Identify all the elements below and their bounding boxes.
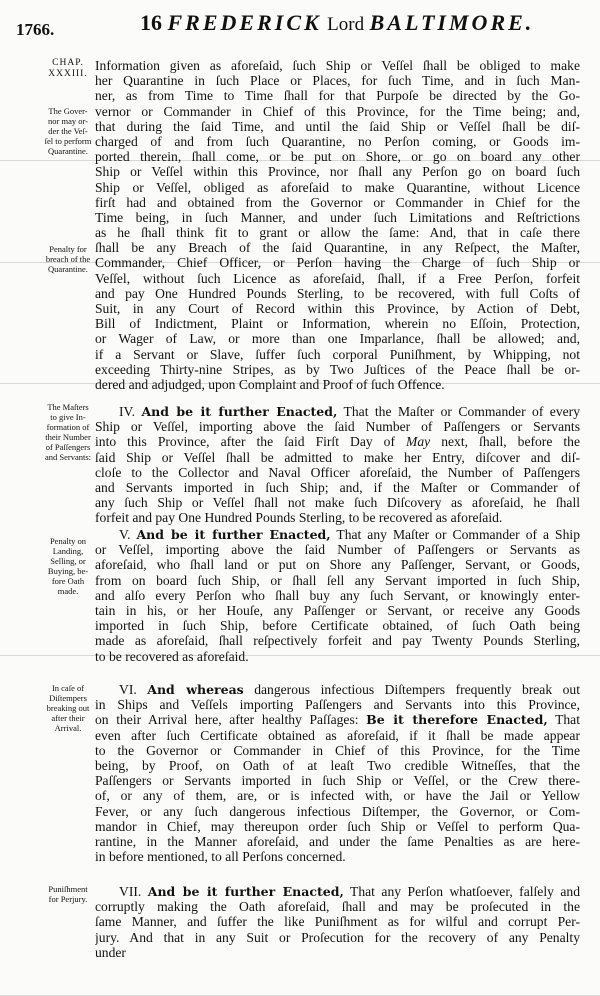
- text-line: [95, 134, 580, 149]
- paragraph-section-vi: [95, 682, 580, 864]
- margin-note-line: after their: [51, 713, 85, 723]
- text-segment: Commander, Chief Officer, or Perſon having the Charge of ſuch Ship or: [95, 255, 580, 271]
- text-segment: imported in ſuch Ship, before Certificate obtained, of ſuch Oath being: [95, 618, 580, 634]
- margin-note-penalty-landing: [40, 536, 96, 596]
- title-lord: Lord: [327, 14, 365, 35]
- text-line: [95, 495, 580, 510]
- text-segment: tain in his, or her Houſe, any Paſſenger or Servant, or receive any Goods: [95, 602, 580, 618]
- text-line: [95, 88, 580, 103]
- text-line: [95, 773, 580, 788]
- text-segment: jury. And that in any Suit or Proſecution for the recovery of any Penalty: [95, 929, 580, 945]
- text-segment: forfeit and pay One Hundred Pounds Sterling, to be recovered as aforeſaid.: [95, 510, 503, 526]
- text-line: [95, 255, 580, 270]
- paragraph-section-iv: [95, 404, 580, 526]
- margin-note-line: fore Oath: [51, 576, 85, 586]
- text-segment: charged of and from ſuch Quarantine, no Perſon coming, or Goods im-: [95, 133, 580, 149]
- text-segment: under: [95, 944, 126, 960]
- text-line: [95, 465, 580, 480]
- text-segment: or Veſſel, importing above the ſaid Number of Paſſengers or Servants as: [95, 542, 580, 558]
- text-segment: to the Governor or Commander in Chief of this Province, for the Time: [95, 742, 580, 758]
- margin-note-line: their Number: [45, 432, 91, 442]
- paragraph-section-v: [95, 527, 580, 664]
- text-line: [95, 819, 580, 834]
- margin-note-distempers: [40, 683, 96, 733]
- blackletter-phrase: And be it further Enacted,: [147, 884, 344, 899]
- margin-note-line: Penalty for: [49, 244, 87, 254]
- margin-note-line: breaking out: [46, 703, 90, 713]
- title-place: BALTIMORE.: [369, 10, 535, 35]
- text-segment: ner, as from Time to Time ſhall for that Purpoſe be directed by the Go-: [95, 88, 580, 104]
- text-line: [95, 930, 580, 945]
- text-segment: IV.: [119, 404, 142, 419]
- text-line: [95, 573, 580, 588]
- text-segment: that during the ſaid Time, and until the ſaid Ship or Veſſel ſhall be diſ-: [95, 118, 580, 134]
- text-segment: in Ships and Veſſels importing Paſſengers and Servants into this Province,: [95, 697, 580, 713]
- margin-note-line: Diſtempers: [49, 693, 87, 703]
- text-segment: and alſo every Perſon who ſhall buy any ſuch Servant, or knowingly enter-: [95, 587, 580, 603]
- text-line: [95, 480, 580, 495]
- margin-note-line: Landing,: [52, 546, 84, 556]
- text-line: [95, 788, 580, 803]
- text-line: [95, 104, 580, 119]
- text-segment: or Wager of Law, or more than one Imparlance, ſhall be allowed; and,: [95, 331, 580, 347]
- text-segment: Time being, in ſuch Manner, and under ſuch Limitations and Reſtrictions: [95, 209, 580, 225]
- text-line: [95, 271, 580, 286]
- margin-note-line: made.: [57, 586, 79, 596]
- text-line: [95, 331, 580, 346]
- margin-note-line: Selling, or: [50, 556, 86, 566]
- text-segment: Paſſengers or Servants imported in ſuch Ship or Veſſel, or the Crew there-: [95, 773, 580, 789]
- text-line: [95, 286, 580, 301]
- margin-note-line: of Paſſengers: [45, 442, 91, 452]
- margin-note-perjury: [40, 884, 96, 904]
- margin-note-line: der the Veſ-: [48, 126, 88, 136]
- text-segment: being, by Proof, on Oath of at leaſt Two credible Witneſſes, that the: [95, 757, 580, 773]
- text-line: [95, 834, 580, 849]
- text-line: [95, 362, 580, 377]
- margin-note-chap: [40, 58, 96, 80]
- paragraph-section-vii: [95, 884, 580, 960]
- text-line: [95, 210, 580, 225]
- text-line: [95, 899, 580, 914]
- text-segment: Bill of Indictment, Plaint or Information, wherein no Eſſoin, Protection,: [95, 316, 580, 332]
- text-line: [95, 743, 580, 758]
- text-segment: her Quarantine in ſuch Place or Places, for ſuch Time, and in ſuch Man-: [95, 73, 580, 89]
- text-segment: That any Perſon whatſoever, falſely and: [343, 884, 580, 899]
- blackletter-phrase: Be it therefore Enacted,: [366, 712, 548, 728]
- text-segment: ſame Manner, and ſuffer the like Puniſhment as for wilful and corrupt Per-: [95, 914, 580, 930]
- text-line: [95, 712, 580, 727]
- text-line: [95, 510, 580, 525]
- text-segment: and Servants imported in ſuch Ship; and, if the Maſter or Commander of: [95, 479, 580, 495]
- text-segment: of, or any of them, are, or is infected with, or have the Jail or Yellow: [95, 788, 580, 804]
- text-segment: May: [406, 434, 431, 450]
- blackletter-phrase: And whereas: [147, 682, 244, 697]
- text-segment: firſt had and obtained from the Governor or Commander in Chief for the: [95, 194, 580, 210]
- text-line: [95, 542, 580, 557]
- text-segment: into this Province, after the ſaid Firſt Day of: [95, 434, 407, 450]
- text-line: [95, 240, 580, 255]
- margin-note-line: ſel to perform: [44, 136, 92, 146]
- text-line: [95, 180, 580, 195]
- text-segment: exceeding Thirty-nine Stripes, as by Two Juſtices of the Peace ſhall be or-: [95, 361, 580, 377]
- text-segment: ſaid Ship or Veſſel ſhall be admitted to make her Entry, diſcover and diſ-: [95, 449, 580, 465]
- margin-note-line: and Servants:: [44, 452, 92, 462]
- text-line: [95, 758, 580, 773]
- text-line: [95, 728, 580, 743]
- margin-note-line: Puniſhment: [48, 884, 88, 894]
- text-segment: to be recovered as aforeſaid.: [95, 648, 249, 664]
- text-line: [95, 149, 580, 164]
- text-line: [95, 682, 580, 697]
- text-segment: rantine, in the Manner aforeſaid, and under the ſame Penalties as are here-: [95, 833, 580, 849]
- text-segment: VII.: [119, 884, 148, 899]
- margin-note-line: Quarantine.: [48, 264, 88, 274]
- text-line: [95, 618, 580, 633]
- text-segment: Suit, in any Court of Record within this Province, by Action of Debt,: [95, 301, 580, 316]
- text-line: [95, 419, 580, 434]
- text-line: [95, 914, 580, 929]
- text-segment: Veſſel, without ſuch Licence as aforeſaid, ſhall, if a Free Perſon, forfeit: [95, 270, 580, 286]
- text-segment: Ship or Veſſel within this Province, nor ſhall any Perſon go on board ſuch: [95, 164, 580, 180]
- text-segment: vernor or Commander in Chief of this Province, for the Time being; and,: [95, 103, 580, 119]
- text-segment: next, ſhall, before the: [430, 434, 580, 450]
- text-segment: V.: [119, 527, 137, 542]
- text-segment: and pay One Hundred Pounds Sterling, to be recovered, with full Coſts of: [95, 285, 580, 301]
- margin-note-line: to give In-: [50, 412, 86, 422]
- text-line: [95, 404, 580, 419]
- text-segment: dered and adjudged, upon Complaint and Proof of ſuch Offence.: [95, 376, 445, 392]
- margin-note-line: formation of: [46, 422, 90, 432]
- margin-note-line: The Gover-: [48, 106, 88, 116]
- margin-note-quarantine-order: [40, 106, 96, 156]
- title-name: FREDERICK: [167, 10, 322, 35]
- text-segment: dangerous infectious Diſtempers frequently break out: [243, 682, 580, 697]
- margin-note-penalty-breach: [40, 244, 96, 274]
- text-line: [95, 434, 580, 449]
- text-line: [95, 119, 580, 134]
- text-line: [95, 316, 580, 331]
- text-line: [95, 603, 580, 618]
- text-line: [95, 527, 580, 542]
- text-segment: That the Maſter or Commander of every: [337, 404, 580, 419]
- margin-note-line: Quarantine.: [48, 146, 88, 156]
- blackletter-phrase: And be it further Enacted,: [136, 527, 331, 542]
- text-line: [95, 450, 580, 465]
- margin-note-line: Penalty on: [49, 536, 87, 546]
- text-segment: even after ſuch Certificate obtained as aforeſaid, if it ſhall be made appear: [95, 727, 580, 743]
- page-year: 1766.: [16, 20, 55, 39]
- text-segment: That: [547, 712, 580, 728]
- text-line: [95, 58, 580, 73]
- text-segment: from on board ſuch Ship, or ſhall ſell any Servant imported in ſuch Ship,: [95, 572, 580, 588]
- text-line: [95, 588, 580, 603]
- text-line: [95, 849, 580, 864]
- text-segment: That any Maſter or Commander of a Ship: [330, 527, 580, 542]
- running-title: [140, 10, 534, 36]
- text-line: [95, 649, 580, 664]
- text-line: [95, 73, 580, 88]
- text-line: [95, 884, 580, 899]
- margin-note-line: breach of the: [45, 254, 91, 264]
- text-segment: made as aforeſaid, ſhall reſpectively forfeit and pay Twenty Pounds Sterling,: [95, 633, 580, 649]
- text-segment: mandor in Chief, may thereupon order ſuch Ship or Veſſel to perform Qua-: [95, 818, 580, 834]
- text-segment: in before mentioned, to all Perſons concerned.: [95, 849, 346, 865]
- page-number: 16: [140, 10, 162, 35]
- text-segment: cloſe to the Collector and Naval Officer aforeſaid, the Number of Paſſengers: [95, 464, 580, 480]
- text-segment: aforeſaid, who ſhall land or put on Shore any Paſſenger, Servant, or Goods,: [95, 557, 580, 573]
- text-line: [95, 945, 580, 960]
- margin-note-line: XXXIII.: [48, 69, 88, 79]
- text-segment: ſhall be any Breach of the ſaid Quarantine, in any Reſpect, the Maſter,: [95, 240, 580, 256]
- margin-note-masters-info: [40, 402, 96, 462]
- text-line: [95, 804, 580, 819]
- text-segment: corruptly making the Oath aforeſaid, ſhall and may be proſecuted in the: [95, 899, 580, 915]
- text-segment: any ſuch Ship or Veſſel ſhall not make ſuch Diſcovery as aforeſaid, he ſhall: [95, 495, 580, 511]
- text-segment: Information given as aforeſaid, ſuch Ship or Veſſel ſhall be obliged to make: [95, 58, 580, 73]
- margin-note-line: Arrival.: [54, 723, 82, 733]
- text-segment: VI.: [119, 682, 148, 697]
- text-segment: Ship or Veſſel, obliged as aforeſaid to make Quarantine, without Licence: [95, 179, 580, 195]
- margin-note-line: nor may or-: [48, 116, 88, 126]
- text-segment: ported therein, ſhall come, or be put on Shore, or go on board any other: [95, 149, 580, 165]
- text-line: [95, 225, 580, 240]
- text-segment: as he ſhall think fit to grant or allow the ſame: And, that in caſe there: [95, 225, 580, 241]
- text-segment: Fever, or any ſuch dangerous infectious Diſtemper, the Governor, or Com-: [95, 803, 580, 819]
- text-line: [95, 557, 580, 572]
- text-segment: if a Servant or Slave, ſuffer ſuch corporal Puniſhment, by Whipping, not: [95, 346, 580, 362]
- margin-note-line: The Maſters: [47, 402, 89, 412]
- text-segment: on their Arrival here, after healthy Paſſages:: [95, 712, 367, 728]
- text-line: [95, 697, 580, 712]
- margin-note-line: Buying, be-: [47, 566, 89, 576]
- margin-note-line: CHAP.: [52, 58, 84, 68]
- blackletter-phrase: And be it further Enacted,: [141, 404, 338, 419]
- margin-note-line: for Perjury.: [48, 894, 88, 904]
- text-line: [95, 377, 580, 392]
- paragraph-continued: [95, 58, 580, 392]
- text-line: [95, 195, 580, 210]
- text-line: [95, 347, 580, 362]
- margin-note-line: In caſe of: [51, 683, 85, 693]
- text-line: [95, 301, 580, 316]
- text-line: [95, 633, 580, 648]
- text-line: [95, 164, 580, 179]
- text-segment: Ship or Veſſel, importing above the ſaid Number of Paſſengers or Servants: [95, 419, 580, 435]
